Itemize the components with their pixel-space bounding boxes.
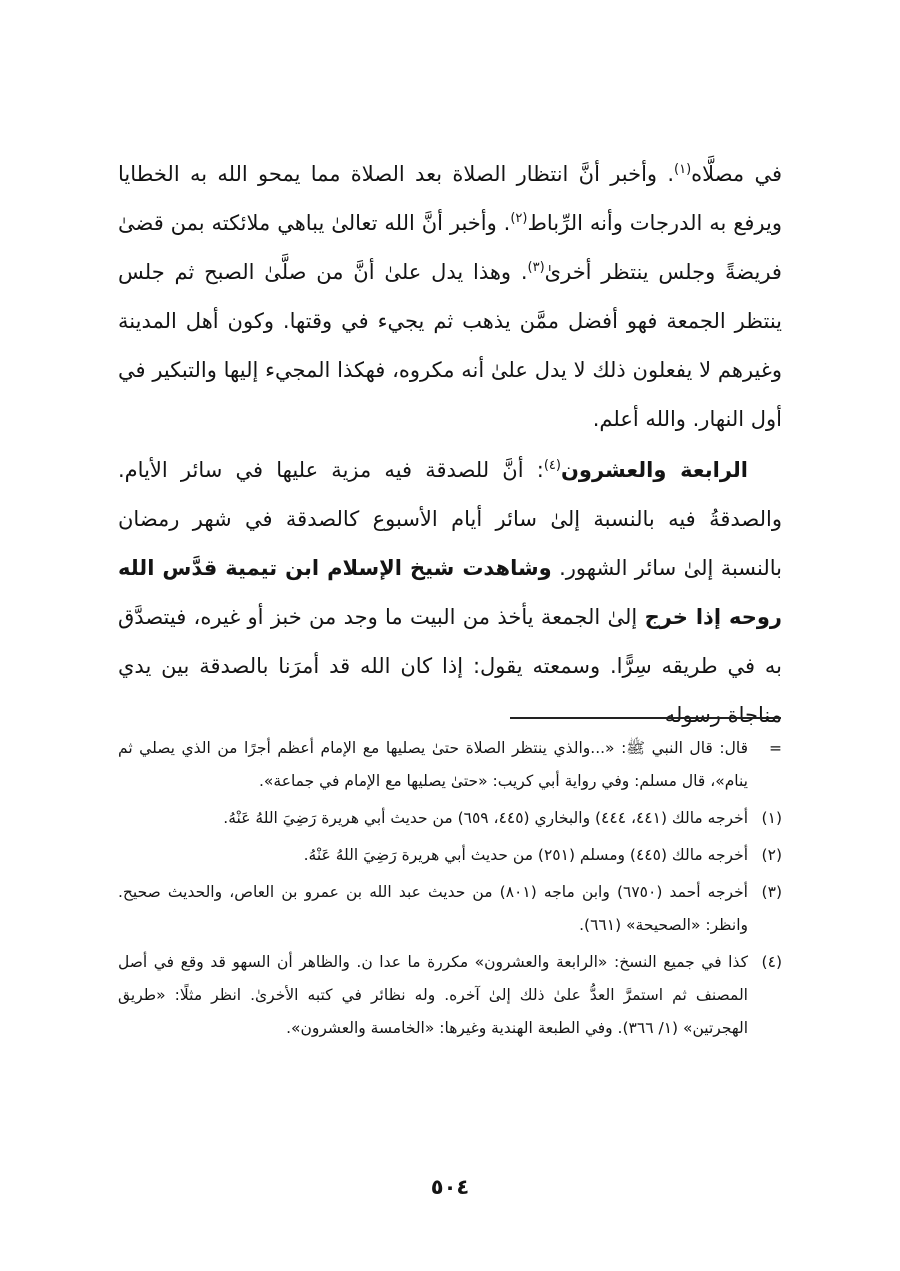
continuation-mark: = [769,739,782,757]
footnote-text: قال: قال النبي ﷺ: «...والذي ينتظر الصلاة حتىٰ يصليها مع الإمام أعظم أجرًا من الذي يصلي ثم ينام»، قال مسلم: وفي رواية أبي كريب: «حتىٰ يصليها مع الإمام في جماعة». [118,739,748,790]
footnote-ref-3: (٣) [527,260,545,275]
footnotes [118,732,782,1049]
page-number: ٥٠٤ [430,1175,470,1199]
footnote-ref-4: (٤) [543,458,561,473]
footnote-4 [118,946,782,1045]
footnote-number: (١) [761,809,782,827]
footnote-2 [118,839,782,872]
text-run: في مصلَّاه [691,162,782,186]
main-text [118,150,782,740]
text-run: : أنَّ للصدقة فيه مزية عليها في سائر الأيام. والصدقةُ فيه بالنسبة إلىٰ سائر أيام الأسبوع كالصدقة في شهر رمضان بالنسبة إلىٰ سائر الشهور. [118,458,783,580]
footnote-text: أخرجه أحمد (٦٧٥٠) وابن ماجه (٨٠١) من حديث عبد الله بن عمرو بن العاص، والحديث صحيح. وانظر: «الصحيحة» (٦٦١). [118,883,748,934]
section-heading: الرابعة والعشرون [560,458,749,482]
footnote-number: (٢) [761,846,782,864]
text-run: . وهذا يدل علىٰ أنَّ من صلَّىٰ الصبح ثم جلس ينتظر الجمعة فهو أفضل ممَّن يذهب ثم يجيء في وقتها. وكون أهل المدينة وغيرهم لا يفعلون ذلك لا يدل علىٰ أنه مكروه، فهكذا المجيء إليها والتبكير في أول النهار. والله أعلم. [118,260,782,431]
footnote-1 [118,802,782,835]
text-run: . وأخبر أنَّ الله تعالىٰ يباهي ملائكته بمن قضىٰ فريضةً وجلس ينتظر أخرىٰ [118,211,782,284]
footnote-3 [118,876,782,942]
footnote-number: (٣) [761,883,782,901]
bold-text-run: وشاهدت شيخ الإسلام ابن تيمية قدَّس الله روحه إذا خرج [118,556,782,629]
text-run: . وأخبر أنَّ انتظار الصلاة بعد الصلاة مما يمحو الله به الخطايا ويرفع به الدرجات وأنه الرِّباط [118,162,782,235]
footnote-text: كذا في جميع النسخ: «الرابعة والعشرون» مكررة ما عدا ن. والظاهر أن السهو قد وقع في أصل المصنف ثم استمرَّ العدُّ علىٰ ذلك إلىٰ آخره. وله نظائر في كتبه الأخرىٰ. انظر مثلًا: «طريق الهجرتين» (١/ ٣٦٦). وفي الطبعة الهندية وغيرها: «الخامسة والعشرون». [118,953,748,1037]
footnote-text: أخرجه مالك (٤٤١، ٤٤٤) والبخاري (٤٤٥، ٦٥٩) من حديث أبي هريرة رَضِيَ اللهُ عَنْهُ. [223,809,748,827]
footnote-ref-2: (٢) [510,211,528,226]
footnote-ref-1: (١) [674,162,692,177]
footnote-continuation [118,732,782,798]
paragraph-1 [118,150,782,444]
text-run: إلىٰ الجمعة يأخذ من البيت ما وجد من خبز أو غيره، فيتصدَّق به في طريقه سِرًّا. وسمعته يقول: إذا كان الله قد أمرَنا بالصدقة بين يدي مناجاة رسوله [118,605,782,727]
paragraph-2 [118,446,782,740]
footnote-number: (٤) [761,953,782,971]
footnote-text: أخرجه مالك (٤٤٥) ومسلم (٢٥١) من حديث أبي هريرة رَضِيَ اللهُ عَنْهُ. [303,846,748,864]
footnote-separator [510,717,781,719]
